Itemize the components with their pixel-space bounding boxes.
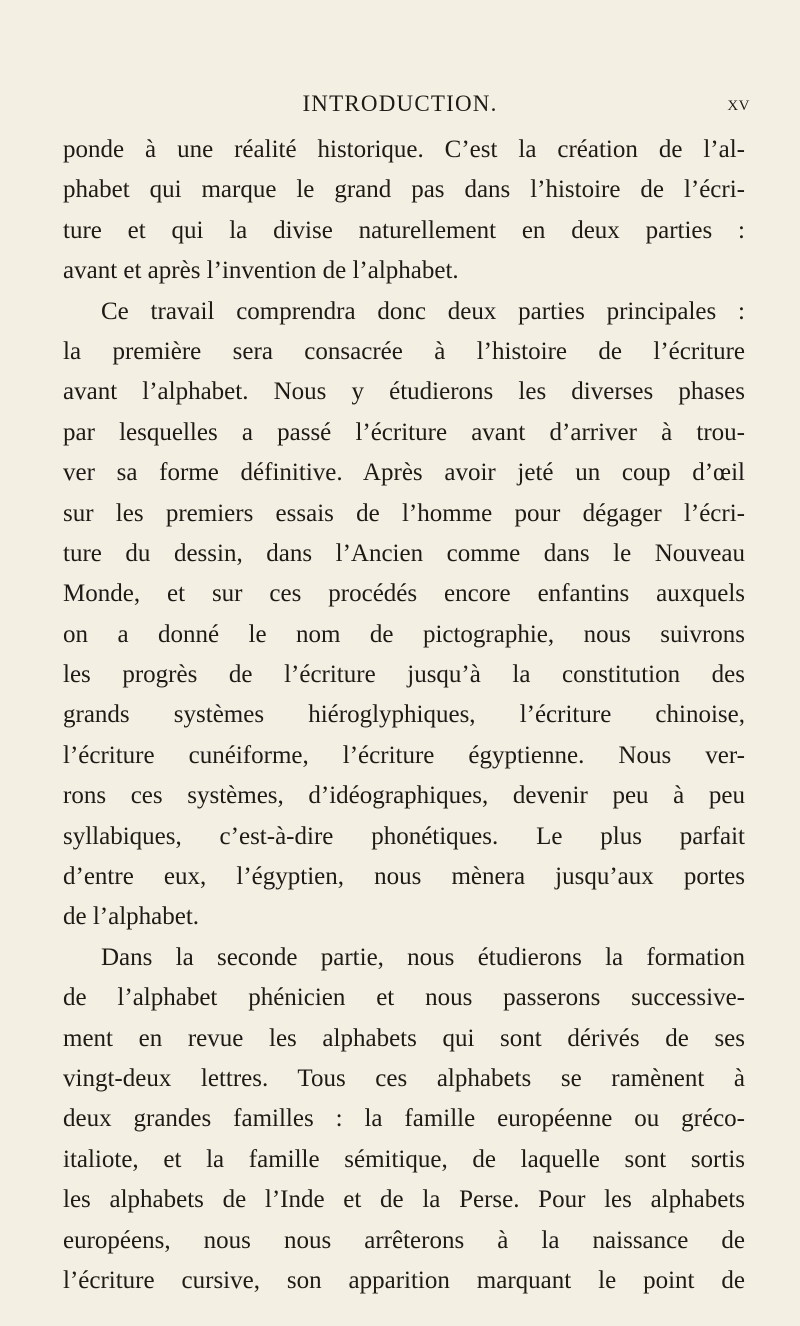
text-line: de l’alphabet. [63, 903, 200, 931]
text-line: syllabiques, c’est-à-dire phonétiques. Le plus parfait [63, 822, 745, 850]
page-number: XV [727, 98, 750, 114]
running-head [0, 88, 800, 120]
text-line: Ce travail comprendra donc deux parties principales : [101, 297, 745, 325]
text-line: deux grandes familles : la famille européenne ou gréco- [63, 1105, 745, 1133]
text-line: ture et qui la divise naturellement en deux parties : [63, 216, 745, 244]
text-line: ment en revue les alphabets qui sont dérivés de ses [63, 1024, 745, 1052]
text-line: avant et après l’invention de l’alphabet. [63, 257, 459, 285]
running-title: INTRODUCTION. [302, 91, 498, 116]
text-line: européens, nous nous arrêterons à la naissance de [63, 1226, 745, 1254]
text-line: l’écriture cursive, son apparition marquant le point de [63, 1266, 745, 1294]
text-line: de l’alphabet phénicien et nous passerons successive- [63, 984, 745, 1012]
text-line: l’écriture cunéiforme, l’écriture égyptienne. Nous ver- [63, 741, 745, 769]
text-line: Monde, et sur ces procédés encore enfantins auxquels [63, 580, 745, 608]
text-line: les alphabets de l’Inde et de la Perse. Pour les alphabets [63, 1186, 745, 1214]
text-line: phabet qui marque le grand pas dans l’histoire de l’écri- [63, 176, 745, 204]
text-line: par lesquelles a passé l’écriture avant d’arriver à trou- [63, 418, 745, 446]
text-line: grands systèmes hiéroglyphiques, l’écriture chinoise, [63, 701, 745, 729]
text-line: on a donné le nom de pictographie, nous suivrons [63, 620, 745, 648]
body-text [63, 130, 745, 1301]
text-line: vingt-deux lettres. Tous ces alphabets se ramènent à [63, 1064, 745, 1092]
text-line: ver sa forme définitive. Après avoir jeté un coup d’œil [63, 459, 745, 487]
text-line: rons ces systèmes, d’idéographiques, devenir peu à peu [63, 782, 745, 810]
text-line: sur les premiers essais de l’homme pour dégager l’écri- [63, 499, 745, 527]
text-line: la première sera consacrée à l’histoire de l’écriture [63, 337, 745, 365]
text-line: ture du dessin, dans l’Ancien comme dans le Nouveau [63, 539, 745, 567]
text-line: ponde à une réalité historique. C’est la création de l’al- [63, 136, 745, 163]
text-line: les progrès de l’écriture jusqu’à la constitution des [63, 661, 745, 689]
text-line: d’entre eux, l’égyptien, nous mènera jusqu’aux portes [63, 863, 745, 891]
text-line: avant l’alphabet. Nous y étudierons les diverses phases [63, 378, 745, 406]
text-line: italiote, et la famille sémitique, de laquelle sont sortis [63, 1145, 745, 1173]
text-line: Dans la seconde partie, nous étudierons la formation [101, 943, 745, 971]
